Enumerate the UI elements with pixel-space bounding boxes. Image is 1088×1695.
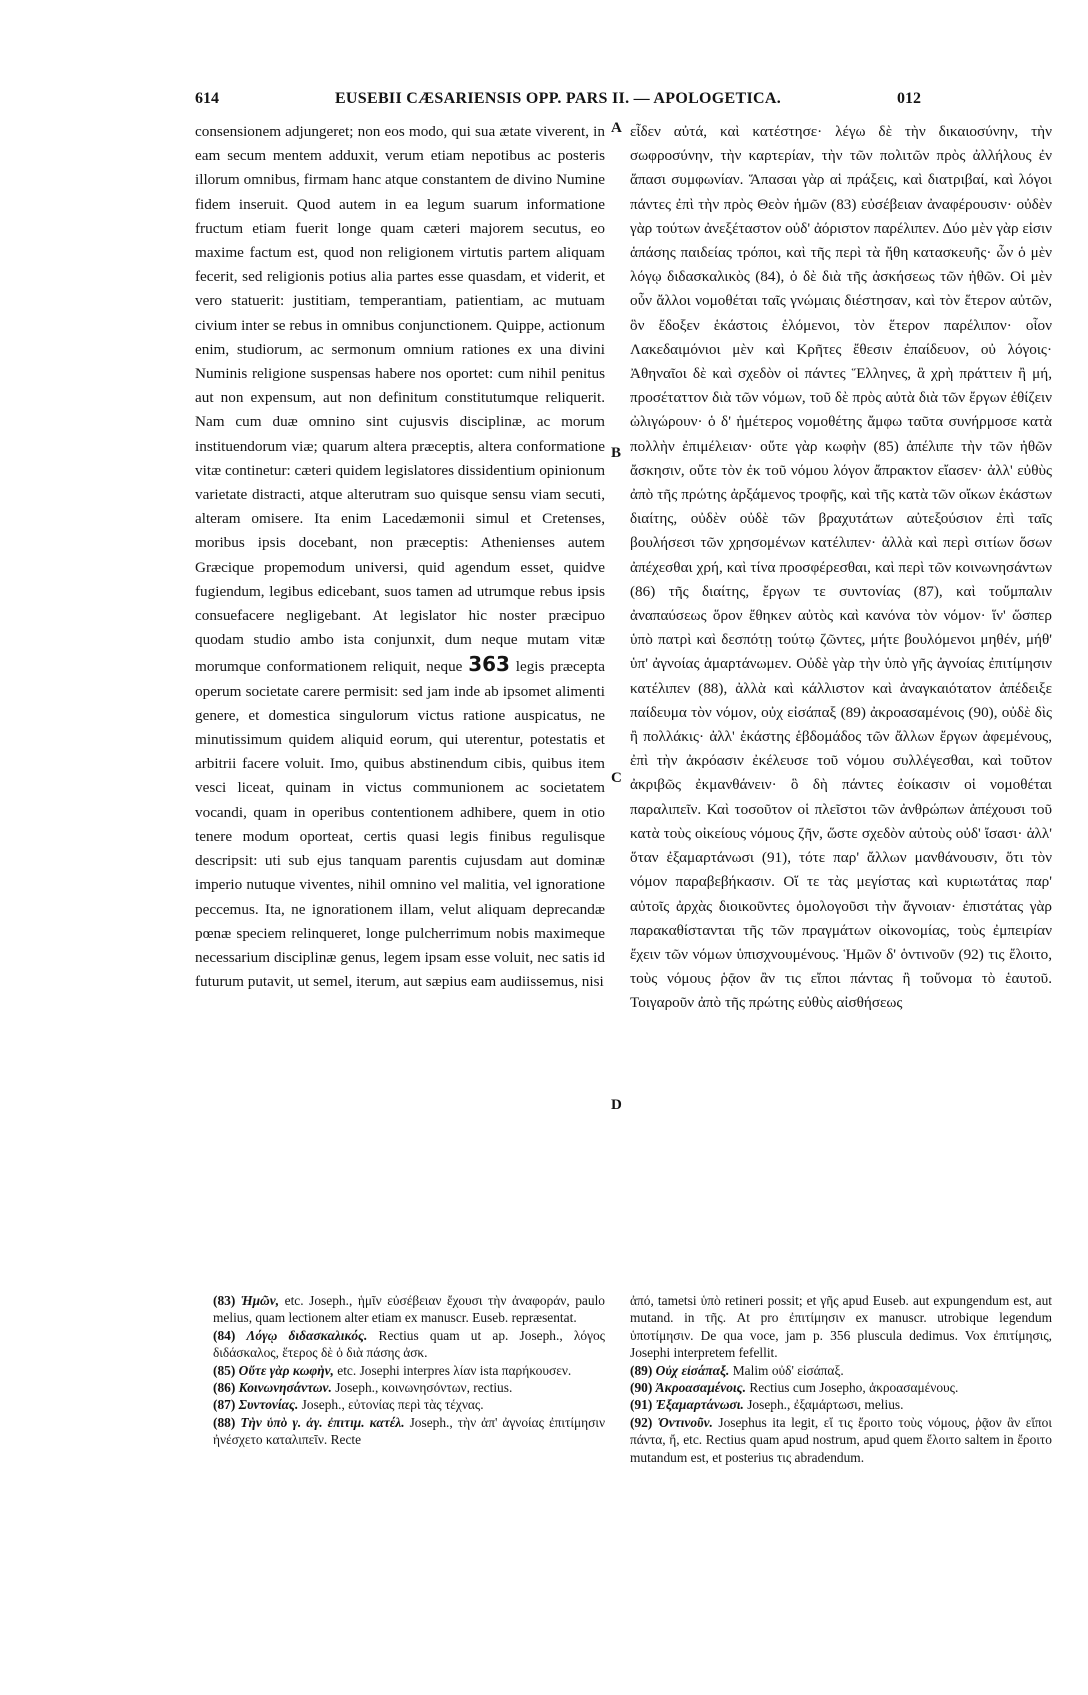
footnote-lemma: Ἀκροασαμένοις. <box>655 1380 746 1396</box>
section-marker-b: B <box>611 445 622 461</box>
footnote-text: Joseph., εὐτονίας περὶ τὰς τέχνας. <box>301 1397 484 1413</box>
margin-number: 363 <box>468 652 510 677</box>
footnote-text: Josephus ita legit, εἴ τις ἔροιτο τοὺς νόμους, ῥᾷον ἂν εἴποι πάντα, ἤ, etc. Rectius quam apud nostrum, apud quem ἕλοιτο saltem in ἔροιτο mutandum est, et posterius τις abradendum. <box>630 1414 1052 1465</box>
page-number-right: 012 <box>897 90 921 107</box>
footnote-number: (91) <box>630 1397 653 1413</box>
footnotes-left <box>213 1292 605 1449</box>
footnote <box>213 1327 605 1362</box>
footnote-number: (89) <box>630 1362 653 1378</box>
footnote-text: Joseph., τὴν ἀπ' ἀγνοίας ἐπιτίμησιν ἠνέσχετο καταλιπεῖν. Recte <box>213 1414 606 1448</box>
footnote-number: (90) <box>630 1380 653 1396</box>
footnote-lemma: Ὁντινοῦν. <box>657 1414 713 1430</box>
footnote-lemma: Κοινωνησάντων. <box>238 1380 332 1396</box>
footnote <box>630 1396 1052 1413</box>
footnote-text: etc. Josephi interpres λίαν ista παρήκουσεν. <box>337 1362 572 1378</box>
page-number-left: 614 <box>195 90 219 107</box>
footnote-continuation <box>630 1292 1052 1362</box>
footnote-text: ἀπό, tametsi ὑπὸ retineri possit; et γῆς apud Euseb. aut expungendum est, aut mutand. in τῆς. At pro ἐπιτίμησιν ex manuscr. utrobique legendum ὑποτίμησιν. De qua voce, jam p. 356 pluscula dedimus. Vox ἐπιτίμησις, Josephi interpretem fefellit. <box>630 1293 1052 1361</box>
footnote <box>213 1379 605 1396</box>
latin-text <box>195 120 605 994</box>
footnotes-right <box>630 1292 1052 1466</box>
running-header <box>195 90 921 116</box>
footnote-number: (85) <box>213 1362 236 1378</box>
footnote-text: Joseph., ἐξαμάρτωσι, melius. <box>747 1397 904 1413</box>
footnote-number: (87) <box>213 1397 236 1413</box>
latin-column <box>195 120 605 994</box>
footnote-text: Joseph., κοινωνησόντων, rectius. <box>335 1380 513 1396</box>
section-marker-c: C <box>611 770 622 786</box>
greek-column <box>630 120 1052 1016</box>
footnote <box>213 1292 605 1327</box>
footnote <box>213 1414 605 1449</box>
footnote-text: Rectius quam ut ap. Joseph., λόγος διδάσκαλος, ἕτερος δὲ ὁ διὰ πάσης ἀσκ. <box>213 1327 605 1361</box>
section-marker-d: D <box>611 1097 622 1113</box>
footnote-lemma: Τὴν ὑπὸ γ. ἀγ. ἐπιτιμ. κατέλ. <box>240 1414 405 1430</box>
footnote-number: (84) <box>213 1327 236 1343</box>
footnote-lemma: Οὔτε γὰρ κωφὴν, <box>238 1362 334 1378</box>
footnote <box>213 1396 605 1413</box>
footnote-lemma: Οὐχ εἰσάπαξ. <box>655 1362 730 1378</box>
latin-paragraph-tail: legis præcepta operum societate carere permisit: sed jam inde ab ipsomet alimenti genere, et domestica singulorum victus ratione auspicatus, ne minutissimum quidem aliquid eorum, qui uterentur, potestatis et arbitrii facere voluit. Imo, quibus abstinendum cibis, quibus item vesci liceat, quinam in victus communionem ac societatem vocandi, quam in operibus contentionem adhibere, quem in otio tenere modum oporteat, certis quasi legis finibus regulisque descripsit: uti sub ejus tanquam parentis cujusdam aut dominæ imperio nutuque viventes, nihil omnino vel malitia, vel ignoratione peccemus. Ita, ne ignorationem illam, velut aliquam deprecandæ pœnæ speciem relinqueret, longe pulcherrimum nobis maximeque necessarium disciplinæ genus, legem ipsam esse voluit, nec satis id futurum putavit, ut semel, iterum, aut sæpius eam audiissemus, nisi <box>195 658 606 991</box>
footnote-number: (86) <box>213 1380 236 1396</box>
footnote-text: Malim οὐδ' εἰσάπαξ. <box>732 1362 844 1378</box>
footnote-lemma: Συντονίας. <box>238 1397 299 1413</box>
footnote <box>630 1414 1052 1466</box>
running-title: EUSEBII CÆSARIENSIS OPP. PARS II. — APOLOGETICA. <box>334 90 782 107</box>
greek-paragraph: εἶδεν αὐτά, καὶ κατέστησε· λέγω δὲ τὴν δικαιοσύνην, τὴν σωφροσύνην, τὴν καρτερίαν, τὴν τῶν πολιτῶν πρὸς ἀλλήλους ἐν ἅπασι συμφωνίαν. Ἅπασαι γὰρ αἱ πράξεις, καὶ διατριβαί, καὶ λόγοι πάντες ἐπὶ τὴν πρὸς Θεὸν ἡμῶν (83) εὐσέβειαν ἀναφέρουσιν· οὐδὲν γὰρ τούτων ἀνεξέταστον οὐδ' ἀόριστον παρέλιπεν. Δύο μὲν γὰρ εἰσιν ἁπάσης παιδείας τρόποι, καὶ τῆς περὶ τὰ ἤθη κατασκευῆς· ὧν ὁ μὲν λόγῳ διδασκαλικὸς (84), ὁ δὲ διὰ τῆς ἀσκήσεως τῶν ἠθῶν. Οἱ μὲν οὖν ἄλλοι νομοθέται ταῖς γνώμαις διέστησαν, καὶ τὸν ἕτερον αὐτῶν, ὃν ἔδοξεν ἑκάστοις ἑλόμενοι, τὸν ἕτερον παρέλιπον· οἷον Λακεδαιμόνιοι μὲν καὶ Κρῆτες ἔθεσιν ἐπαίδευον, οὐ λόγοις· Ἀθηναῖοι δὲ καὶ σχεδὸν οἱ πάντες Ἕλληνες, ἃ χρὴ πράττειν ἢ μή, προσέταττον διὰ τῶν νόμων, τοῦ δὲ πρὸς αὐτὰ διὰ τῶν ἔργων ἐθίζειν ὠλιγώρουν· ὁ δ' ἡμέτερος νομοθέτης ἄμφω ταῦτα συνήρμοσε κατὰ πολλὴν ἐπιμέλειαν· οὔτε γὰρ κωφὴν (85) ἀπέλιπε τὴν τῶν ἠθῶν ἄσκησιν, οὔτε τὸν ἐκ τοῦ νόμου λόγον ἄπρακτον εἴασεν· ἀλλ' εὐθὺς ἀπὸ τῆς πρώτης ἀρξάμενος τροφῆς, καὶ τῆς κατὰ τῶν οἴκων ἑκάστων διαίτης, οὐδὲν οὐδὲ τῶν βραχυτάτων αὐτεξούσιον ἐπὶ ταῖς βουλήσεσι τῶν χρησομένων κατέλιπεν· ἀλλὰ καὶ περὶ σιτίων ὅσων ἀπέχεσθαι χρή, καὶ τίνα προσφέρεσθαι, καὶ περὶ τῶν κοινωνησάντων (86) τῆς διαίτης, ἔργων τε συντονίας (87), καὶ τοὔμπαλιν ἀναπαύσεως ὅρον ἔθηκεν αὐτὸς καὶ κανόνα τὸν νόμον· ἵν' ὥσπερ ὑπὸ πατρὶ καὶ δεσπότῃ τούτῳ ζῶντες, μήτε βουλόμενοι μηθέν, μήθ' ὑπ' ἀγνοίας ἁμαρτάνωμεν. Οὐδὲ γὰρ τὴν ὑπὸ γῆς ἀγνοίας ἐπιτίμησιν κατέλιπεν (88), ἀλλὰ καὶ κάλλιστον καὶ ἀναγκαιότατον ἀπέδειξε παίδευμα τὸν νόμον, οὐχ εἰσάπαξ (89) ἀκροασαμένοις (90), οὐδὲ δὶς ἢ πολλάκις· ἀλλ' ἑκάστης ἑβδομάδος τῶν ἄλλων ἔργων ἀφεμένους, ἐπὶ τὴν ἀκρόασιν ἐκέλευσε τοῦ νόμου συλλέγεσθαι, καὶ τοῦτον ἀκριβῶς ἐκμανθάνειν· ὃ δὴ πάντες ἐοίκασιν οἱ νομοθέται παραλιπεῖν. Καὶ τοσοῦτον οἱ πλεῖστοι τῶν ἀνθρώπων ἀπέχουσι τοῦ κατὰ τοὺς οἰκείους νόμους ζῆν, ὥστε σχεδὸν αὐτοὺς οὐδ' ἴσασι· ἀλλ' ὅταν ἐξαμαρτάνωσι (91), τότε παρ' ἄλλων μανθάνουσιν, ὅτι τὸν νόμον παραβεβήκασιν. Οἵ τε τὰς μεγίστας καὶ κυριωτάτας παρ' αὐτοῖς ἀρχὰς διοικοῦντες ὁμολογοῦσι τὴν ἄγνοιαν· ἐπιστάτας γὰρ παρακαθίστανται τῆς τῶν πραγμάτων οἰκονομίας, τοὺς ἐμπειρίαν ἔχειν τῶν νόμων ὑπισχνουμένους. Ἡμῶν δ' ὁντινοῦν (92) τις ἔλοιτο, τοὺς νόμους ῥᾷον ἂν τις εἴποι πάντας ἢ τοὔνομα τὸ ἑαυτοῦ. Τοιγαροῦν ἀπὸ τῆς πρώτης εὐθὺς αἰσθήσεως <box>630 123 1052 1012</box>
footnote <box>630 1379 1052 1396</box>
footnote <box>630 1362 1052 1379</box>
footnote-lemma: Ἡμῶν, <box>240 1293 280 1308</box>
section-marker-a: A <box>611 120 622 136</box>
footnote-number: (92) <box>630 1414 653 1430</box>
footnote-lemma: Ἐξαμαρτάνωσι. <box>655 1397 744 1413</box>
footnote-lemma: Λόγῳ διδασκαλικός. <box>246 1327 368 1343</box>
footnote-number: (88) <box>213 1414 236 1430</box>
footnote-text: Rectius cum Josepho, ἀκροασαμένους. <box>749 1380 959 1396</box>
footnote <box>213 1362 605 1379</box>
latin-paragraph: consensionem adjungeret; non eos modo, qui sua ætate viverent, in eam secum mentem adduxit, verum etiam nepotibus ac posteris illorum omnibus, firmam hanc atque constantem de divino Numine fidem inseruit. Quod autem in ea legum suarum informatione fructum etiam fuerit longe quam cæteri majorem secutus, eo maxime factum est, quod non religionem virtutis partem aliquam fecerit, sed religionis potius alia partes esse quasdam, et viderit, et vero statuerit: justitiam, temperantiam, patientiam, ac mutuam civium inter se rebus in omnibus conjunctionem. Quippe, actionum enim, studiorum, ac sermonum omnium rationes ex una divini Numinis religione suspensas habere nos oportet: cum nihil penitus aut non expensum, aut non definitum constitutumque reliquerit. Nam cum duæ omnino sint cujusvis disciplinæ, ac morum instituendorum viæ; quarum altera præceptis, altera conformatione vitæ continetur: cæteri quidem legislatores dissidentium opinionum varietate distracti, atque alterutram suo quisque sensu viam secuti, alteram omisere. Ita enim Lacedæmonii simul et Cretenses, moribus ipsis docebant, non præceptis: Athenienses autem Græcique propemodum universi, quid agendum esset, quidve fugiendum, legibus edicebant, suos tamen ad utrumque rebus ipsis consuefacere negligebant. At legislator hic noster præcipuo quodam studio ambo ista conjunxit, dum neque mutam vitæ morumque conformationem reliquit, neque <box>195 123 606 676</box>
footnote-text: etc. Joseph., ἡμῖν εὐσέβειαν ἔχουσι τὴν ἀναφοράν, paulo melius, quam lectionem alter etiam ex manuscr. Euseb. repræsentat. <box>213 1293 605 1326</box>
footnote-number: (83) <box>213 1293 236 1308</box>
